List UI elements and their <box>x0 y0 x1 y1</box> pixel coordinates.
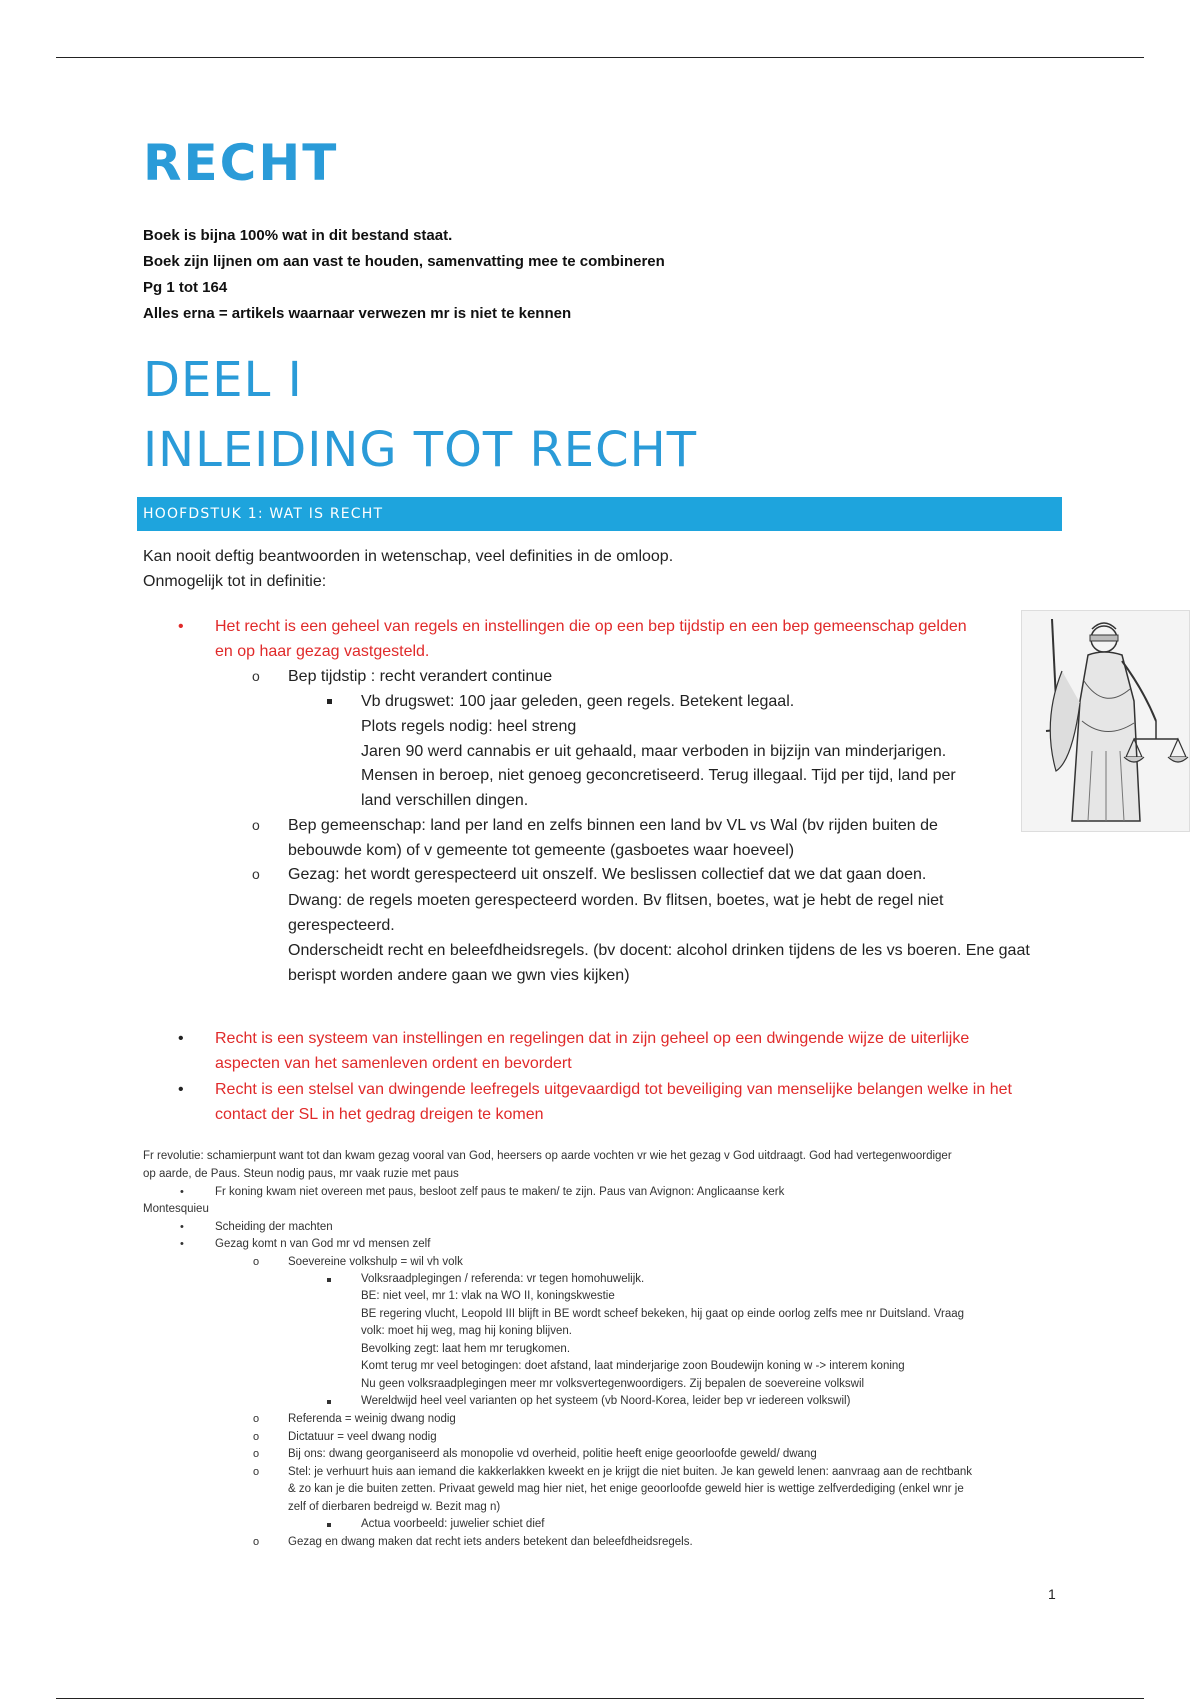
circle-bullet-icon: o <box>253 1413 260 1425</box>
intro-line: Pg 1 tot 164 <box>143 279 228 296</box>
document-title: RECHT <box>143 134 339 192</box>
note-line: Montesquieu <box>143 1203 209 1215</box>
note-line: op aarde, de Paus. Steun nodig paus, mr vaak ruzie met paus <box>143 1168 459 1180</box>
footer-rule <box>56 1698 1144 1699</box>
note-line: Stel: je verhuurt huis aan iemand die kakkerlakken kweekt en je krijgt die niet buiten. Je kan geweld lenen: aanvraag aan de rechtbank <box>288 1466 973 1478</box>
intro-line: Boek zijn lijnen om aan vast te houden, samenvatting mee te combineren <box>143 253 665 270</box>
chapter-intro <box>143 544 1043 594</box>
note-line: BE: niet veel, mr 1: vlak na WO II, koningskwestie <box>361 1290 615 1302</box>
sub-sub-item: Plots regels nodig: heel streng <box>361 718 577 735</box>
intro-block <box>143 223 1043 327</box>
sub-item: Gezag: het wordt gerespecteerd uit onszelf. We beslissen collectief dat we dat gaan doen. <box>288 866 927 883</box>
bullet-icon: • <box>180 1186 184 1198</box>
sub-item: berispt worden andere gaan we gwn vies kijken) <box>288 967 630 984</box>
note-line: Dictatuur = veel dwang nodig <box>288 1431 437 1443</box>
sub-sub-item: Vb drugswet: 100 jaar geleden, geen regels. Betekent legaal. <box>361 693 795 710</box>
circle-bullet-icon: o <box>253 1256 260 1268</box>
sub-sub-item: Mensen in beroep, niet genoeg geconcretiseerd. Terug illegaal. Tijd per tijd, land per <box>361 767 956 784</box>
justitia-image <box>1021 610 1190 832</box>
bullet-icon: • <box>180 1238 184 1250</box>
note-line: Nu geen volksraadplegingen meer mr volksvertegenwoordigers. Zij bepalen de soevereine volkswil <box>361 1378 865 1390</box>
intro-line: Alles erna = artikels waarnaar verwezen mr is niet te kennen <box>143 305 572 322</box>
definitions-list <box>0 614 1200 1134</box>
circle-bullet-icon: o <box>252 668 260 684</box>
bullet-icon: • <box>180 1221 184 1233</box>
note-line: Scheiding der machten <box>215 1221 333 1233</box>
square-bullet-icon <box>327 1400 331 1404</box>
part-heading-line2: INLEIDING TOT RECHT <box>143 422 698 478</box>
part-heading-line1: DEEL I <box>143 352 303 408</box>
sub-item: Bep tijdstip : recht verandert continue <box>288 668 553 685</box>
note-line: Gezag en dwang maken dat recht iets anders betekent dan beleefdheidsregels. <box>288 1536 693 1548</box>
circle-bullet-icon: o <box>253 1448 260 1460</box>
note-line: Volksraadplegingen / referenda: vr tegen homohuwelijk. <box>361 1273 645 1285</box>
definition-line: en op haar gezag vastgesteld. <box>215 643 430 660</box>
circle-bullet-icon: o <box>252 817 260 833</box>
definition-line: contact der SL in het gedrag dreigen te komen <box>215 1106 544 1123</box>
intro-line: Boek is bijna 100% wat in dit bestand staat. <box>143 227 453 244</box>
sub-item: Onderscheidt recht en beleefdheidsregels. (bv docent: alcohol drinken tijdens de les vs boeren. Ene gaat <box>288 942 1030 959</box>
chapter-heading-bar <box>137 497 1062 531</box>
note-line: Bij ons: dwang georganiseerd als monopolie vd overheid, politie heeft enige geoorloofde geweld/ dwang <box>288 1448 817 1460</box>
note-line: Actua voorbeeld: juwelier schiet dief <box>361 1518 545 1530</box>
circle-bullet-icon: o <box>253 1536 260 1548</box>
definition-line: aspecten van het samenleven ordent en bevordert <box>215 1055 572 1072</box>
note-line: volk: moet hij weg, mag hij koning blijven. <box>361 1325 572 1337</box>
square-bullet-icon <box>327 1523 331 1527</box>
note-line: zelf of dierbaren bedreigd w. Bezit mag n) <box>288 1501 501 1513</box>
definition-line: Recht is een systeem van instellingen en regelingen dat in zijn geheel op een dwingende wijze de uiterlijke <box>215 1030 970 1047</box>
part-heading <box>143 345 697 485</box>
body-line: Kan nooit deftig beantwoorden in wetenschap, veel definities in de omloop. <box>143 548 674 565</box>
body-line: Onmogelijk tot in definitie: <box>143 573 327 590</box>
note-line: Komt terug mr veel betogingen: doet afstand, laat minderjarige zoon Boudewijn koning w -> interem koning <box>361 1360 905 1372</box>
header-rule <box>56 57 1144 58</box>
bullet-icon: • <box>178 1030 184 1047</box>
note-line: Bevolking zegt: laat hem mr terugkomen. <box>361 1343 571 1355</box>
bullet-icon: • <box>178 618 184 635</box>
circle-bullet-icon: o <box>252 866 260 882</box>
page-number: 1 <box>1048 1586 1056 1602</box>
note-line: BE regering vlucht, Leopold III blijft in BE wordt scheef bekeken, hij gaat op einde oorlog zelfs mee nr Duitsland. Vraag <box>361 1308 965 1320</box>
bullet-icon: • <box>178 1081 184 1098</box>
sub-sub-item: land verschillen dingen. <box>361 792 529 809</box>
square-bullet-icon <box>327 1278 331 1282</box>
note-line: Fr revolutie: schamierpunt want tot dan kwam gezag vooral van God, heersers op aarde vochten vr wie het gezag v God uitdraagt. God had vertegenwoordiger <box>143 1150 952 1162</box>
note-line: Gezag komt n van God mr vd mensen zelf <box>215 1238 431 1250</box>
note-line: Fr koning kwam niet overeen met paus, besloot zelf paus te maken/ te zijn. Paus van Avignon: Anglicaanse kerk <box>215 1186 785 1198</box>
sub-item: gerespecteerd. <box>288 917 395 934</box>
circle-bullet-icon: o <box>253 1431 260 1443</box>
sub-item: Bep gemeenschap: land per land en zelfs binnen een land bv VL vs Wal (bv rijden buiten de <box>288 817 938 834</box>
sub-item: bebouwde kom) of v gemeente tot gemeente (gasboetes waar hoeveel) <box>288 842 795 859</box>
justitia-statue-icon <box>1022 611 1189 831</box>
circle-bullet-icon: o <box>253 1466 260 1478</box>
note-line: & zo kan je die buiten zetten. Privaat geweld mag hier niet, het enige geoorloofde geweld hier is wettige zelfverdediging (enkel wnr je <box>288 1483 964 1495</box>
note-line: Referenda = weinig dwang nodig <box>288 1413 456 1425</box>
sub-sub-item: Jaren 90 werd cannabis er uit gehaald, maar verboden in bijzijn van minderjarigen. <box>361 743 947 760</box>
definition-line: Recht is een stelsel van dwingende leefregels uitgevaardigd tot beveiliging van menselijke belangen welke in het <box>215 1081 1012 1098</box>
square-bullet-icon <box>327 699 332 704</box>
note-line: Wereldwijd heel veel varianten op het systeem (vb Noord-Korea, leider bep vr iedereen volkswil) <box>361 1395 851 1407</box>
sub-item: Dwang: de regels moeten gerespecteerd worden. Bv flitsen, boetes, wat je hebt de regel niet <box>288 892 944 909</box>
note-line: Soevereine volkshulp = wil vh volk <box>288 1256 463 1268</box>
chapter-heading: HOOFDSTUK 1: WAT IS RECHT <box>143 506 384 522</box>
definition-line: Het recht is een geheel van regels en instellingen die op een bep tijdstip en een bep gemeenschap gelden <box>215 618 967 635</box>
